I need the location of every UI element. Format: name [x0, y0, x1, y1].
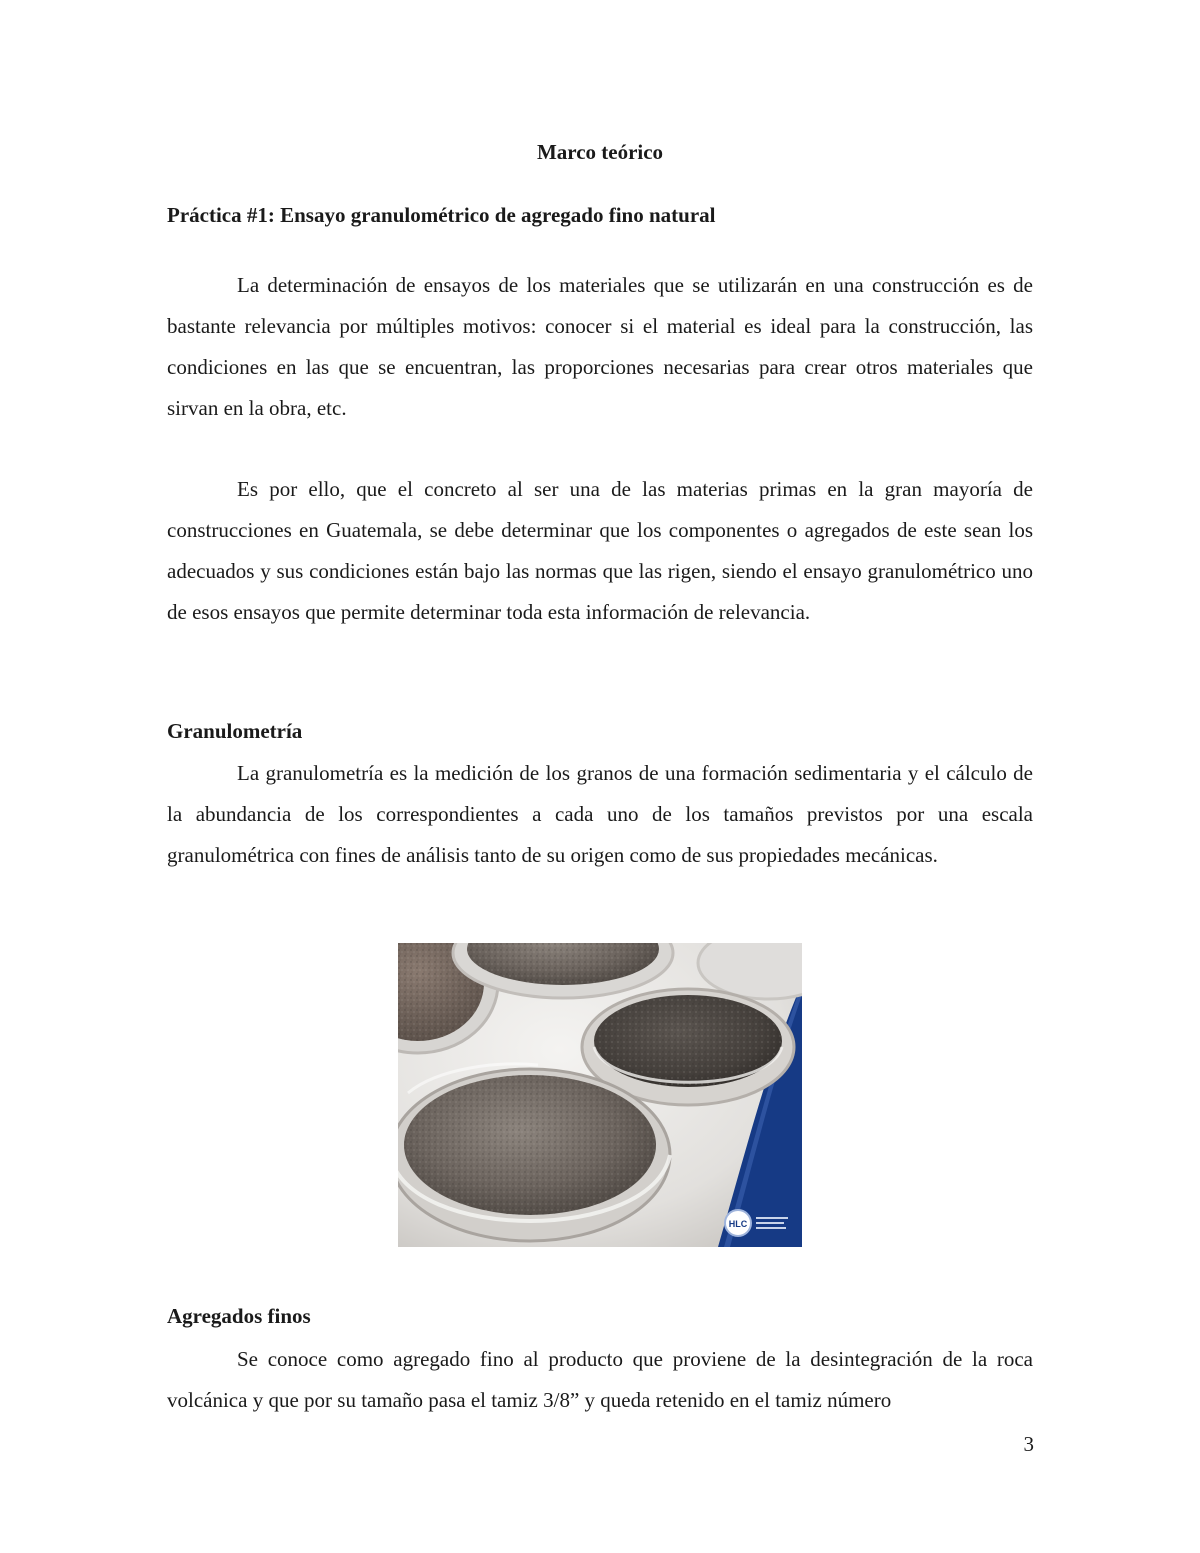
paragraph-intro [167, 265, 1033, 429]
sand-samples-photo [398, 943, 802, 1247]
section-heading-practice: Práctica #1: Ensayo granulométrico de agregado fino natural [167, 203, 716, 227]
paragraph-agregados [167, 1339, 1033, 1421]
paragraph-3-text: La granulometría es la medición de los granos de una formación sedimentaria y el cálculo de la abundancia de los correspondientes a cada uno de los tamaños previstos por una escala granulométrica con fines de análisis tanto de su origen como de sus propiedades mecánicas. [167, 761, 1033, 867]
section-heading-granulometria: Granulometría [167, 719, 303, 743]
paragraph-concrete [167, 469, 1033, 633]
paragraph-2-text: Es por ello, que el concreto al ser una de las materias primas en la gran mayoría de construcciones en Guatemala, se debe determinar que los componentes o agregados de este sean los adecuados y sus condiciones están bajo las normas que las rigen, siendo el ensayo granulométrico uno de esos ensayos que permite determinar toda esta información de relevancia. [167, 477, 1033, 624]
section-heading-agregados-finos: Agregados finos [167, 1304, 311, 1328]
svg-text:HLC: HLC [728, 1219, 748, 1229]
paragraph-granulometria [167, 753, 1033, 876]
paragraph-1-text: La determinación de ensayos de los materiales que se utilizarán en una construcción es de bastante relevancia por múltiples motivos: conocer si el material es ideal para la construcción, las condiciones en las que se encuentran, las proporciones necesarias para crear otros materiales que sirvan en la obra, etc. [167, 273, 1033, 420]
document-title: Marco teórico [536, 140, 664, 164]
sand-samples-illustration [398, 943, 802, 1247]
page-number: 3 [1023, 1432, 1034, 1456]
paragraph-4-text: Se conoce como agregado fino al producto que proviene de la desintegración de la roca volcánica y que por su tamaño pasa el tamiz 3/8” y queda retenido en el tamiz número [167, 1347, 1033, 1412]
